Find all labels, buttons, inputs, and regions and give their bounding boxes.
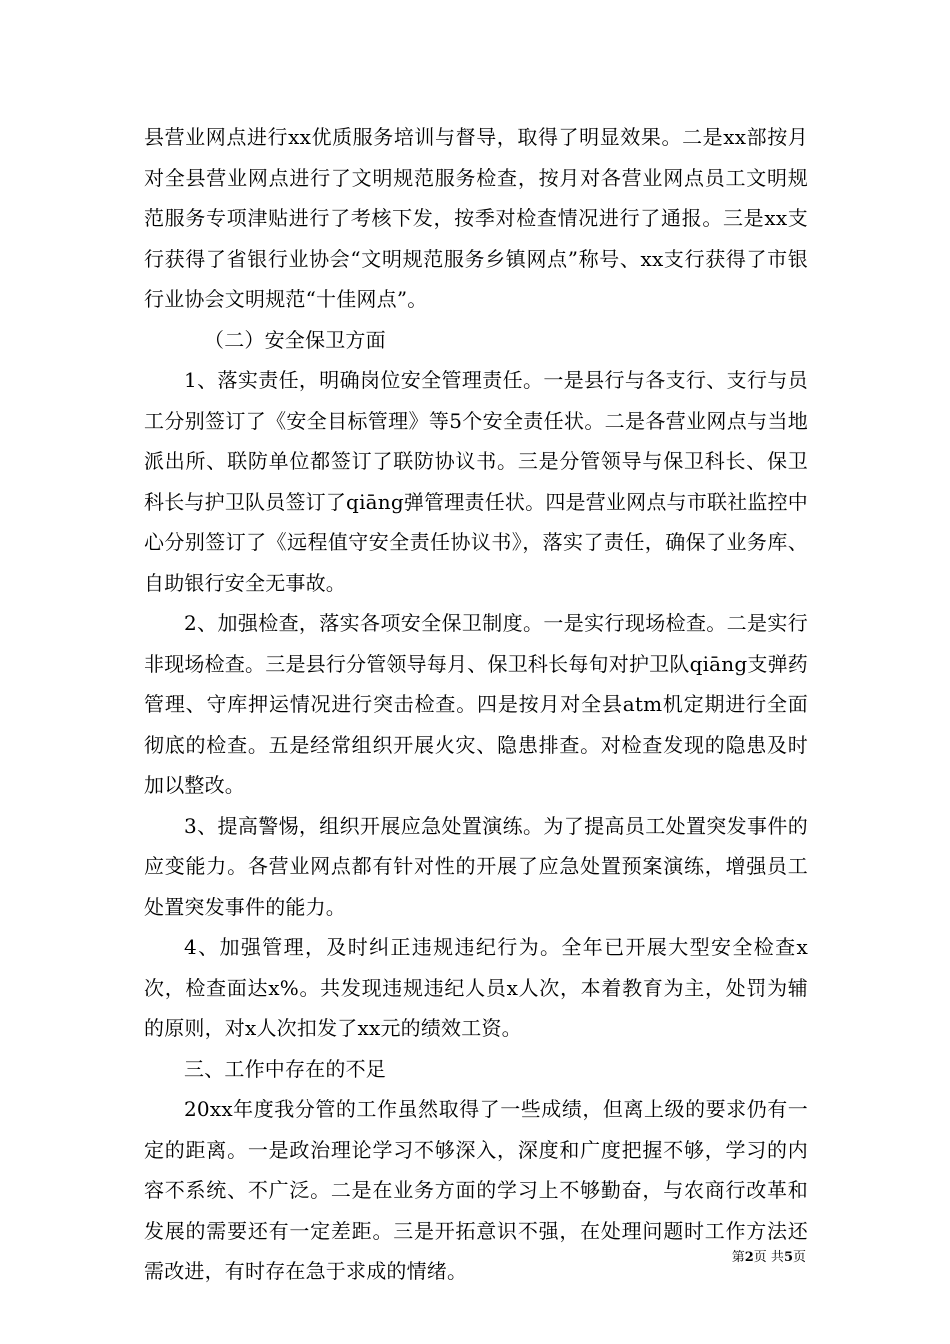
footer-middle: 页 共 (753, 1250, 784, 1265)
paragraph-security-item-3: 3、提高警惕，组织开展应急处置演练。为了提高员工处置突发事件的应变能力。各营业网点都有针对性的开展了应急处置预案演练，增强员工处置突发事件的能力。 (144, 813, 808, 919)
paragraph-security-item-1: 1、落实责任，明确岗位安全管理责任。一是县行与各支行、支行与员工分别签订了《安全目标管理》等5个安全责任状。二是各营业网点与当地派出所、联防单位都签订了联防协议书。三是分管领导与保卫科长、保卫科长与护卫队员签订了qiāng弹管理责任状。四是营业网点与市联社监控中心分别签订了《远程值守安全责任协议书》，落实了责任，确保了业务库、自助银行安全无事故。 (144, 368, 808, 595)
paragraph-shortcomings: 20xx年度我分管的工作虽然取得了一些成绩，但离上级的要求仍有一定的距离。一是政治理论学习不够深入，深度和广度把握不够，学习的内容不系统、不广泛。二是在业务方面的学习上不够勤奋，与农商行改革和发展的需要还有一定差距。三是开拓意识不强，在处理问题时工作方法还需改进，有时存在急于求成的情绪。 (144, 1097, 808, 1283)
paragraph-security-item-2: 2、加强检查，落实各项安全保卫制度。一是实行现场检查。二是实行非现场检查。三是县行分管领导每月、保卫科长每旬对护卫队qiāng支弹药管理、守库押运情况进行突击检查。四是按月对全县atm机定期进行全面彻底的检查。五是经常组织开展火灾、隐患排查。对检查发现的隐患及时加以整改。 (144, 611, 808, 797)
document-body (144, 117, 808, 1292)
footer-suffix: 页 (792, 1250, 806, 1265)
footer-total-pages: 5 (783, 1250, 793, 1265)
page-number-footer (732, 1250, 806, 1266)
footer-current-page: 2 (744, 1250, 754, 1265)
paragraph-service-continuation: 县营业网点进行xx优质服务培训与督导，取得了明显效果。二是xx部按月对全县营业网点进行了文明规范服务检查，按月对各营业网点员工文明规范服务专项津贴进行了考核下发，按季对检查情况进行了通报。三是xx支行获得了省银行业协会“文明规范服务乡镇网点”称号、xx支行获得了市银行业协会文明规范“十佳网点”。 (144, 125, 808, 311)
footer-prefix: 第 (731, 1250, 745, 1265)
paragraph-security-item-4: 4、加强管理，及时纠正违规违纪行为。全年已开展大型安全检查x次，检查面达x%。共发现违规违纪人员x人次，本着教育为主，处罚为辅的原则，对x人次扣发了xx元的绩效工资。 (144, 935, 808, 1040)
heading-shortcomings: 三、工作中存在的不足 (184, 1056, 386, 1081)
heading-security-section: （二）安全保卫方面 (204, 327, 386, 352)
